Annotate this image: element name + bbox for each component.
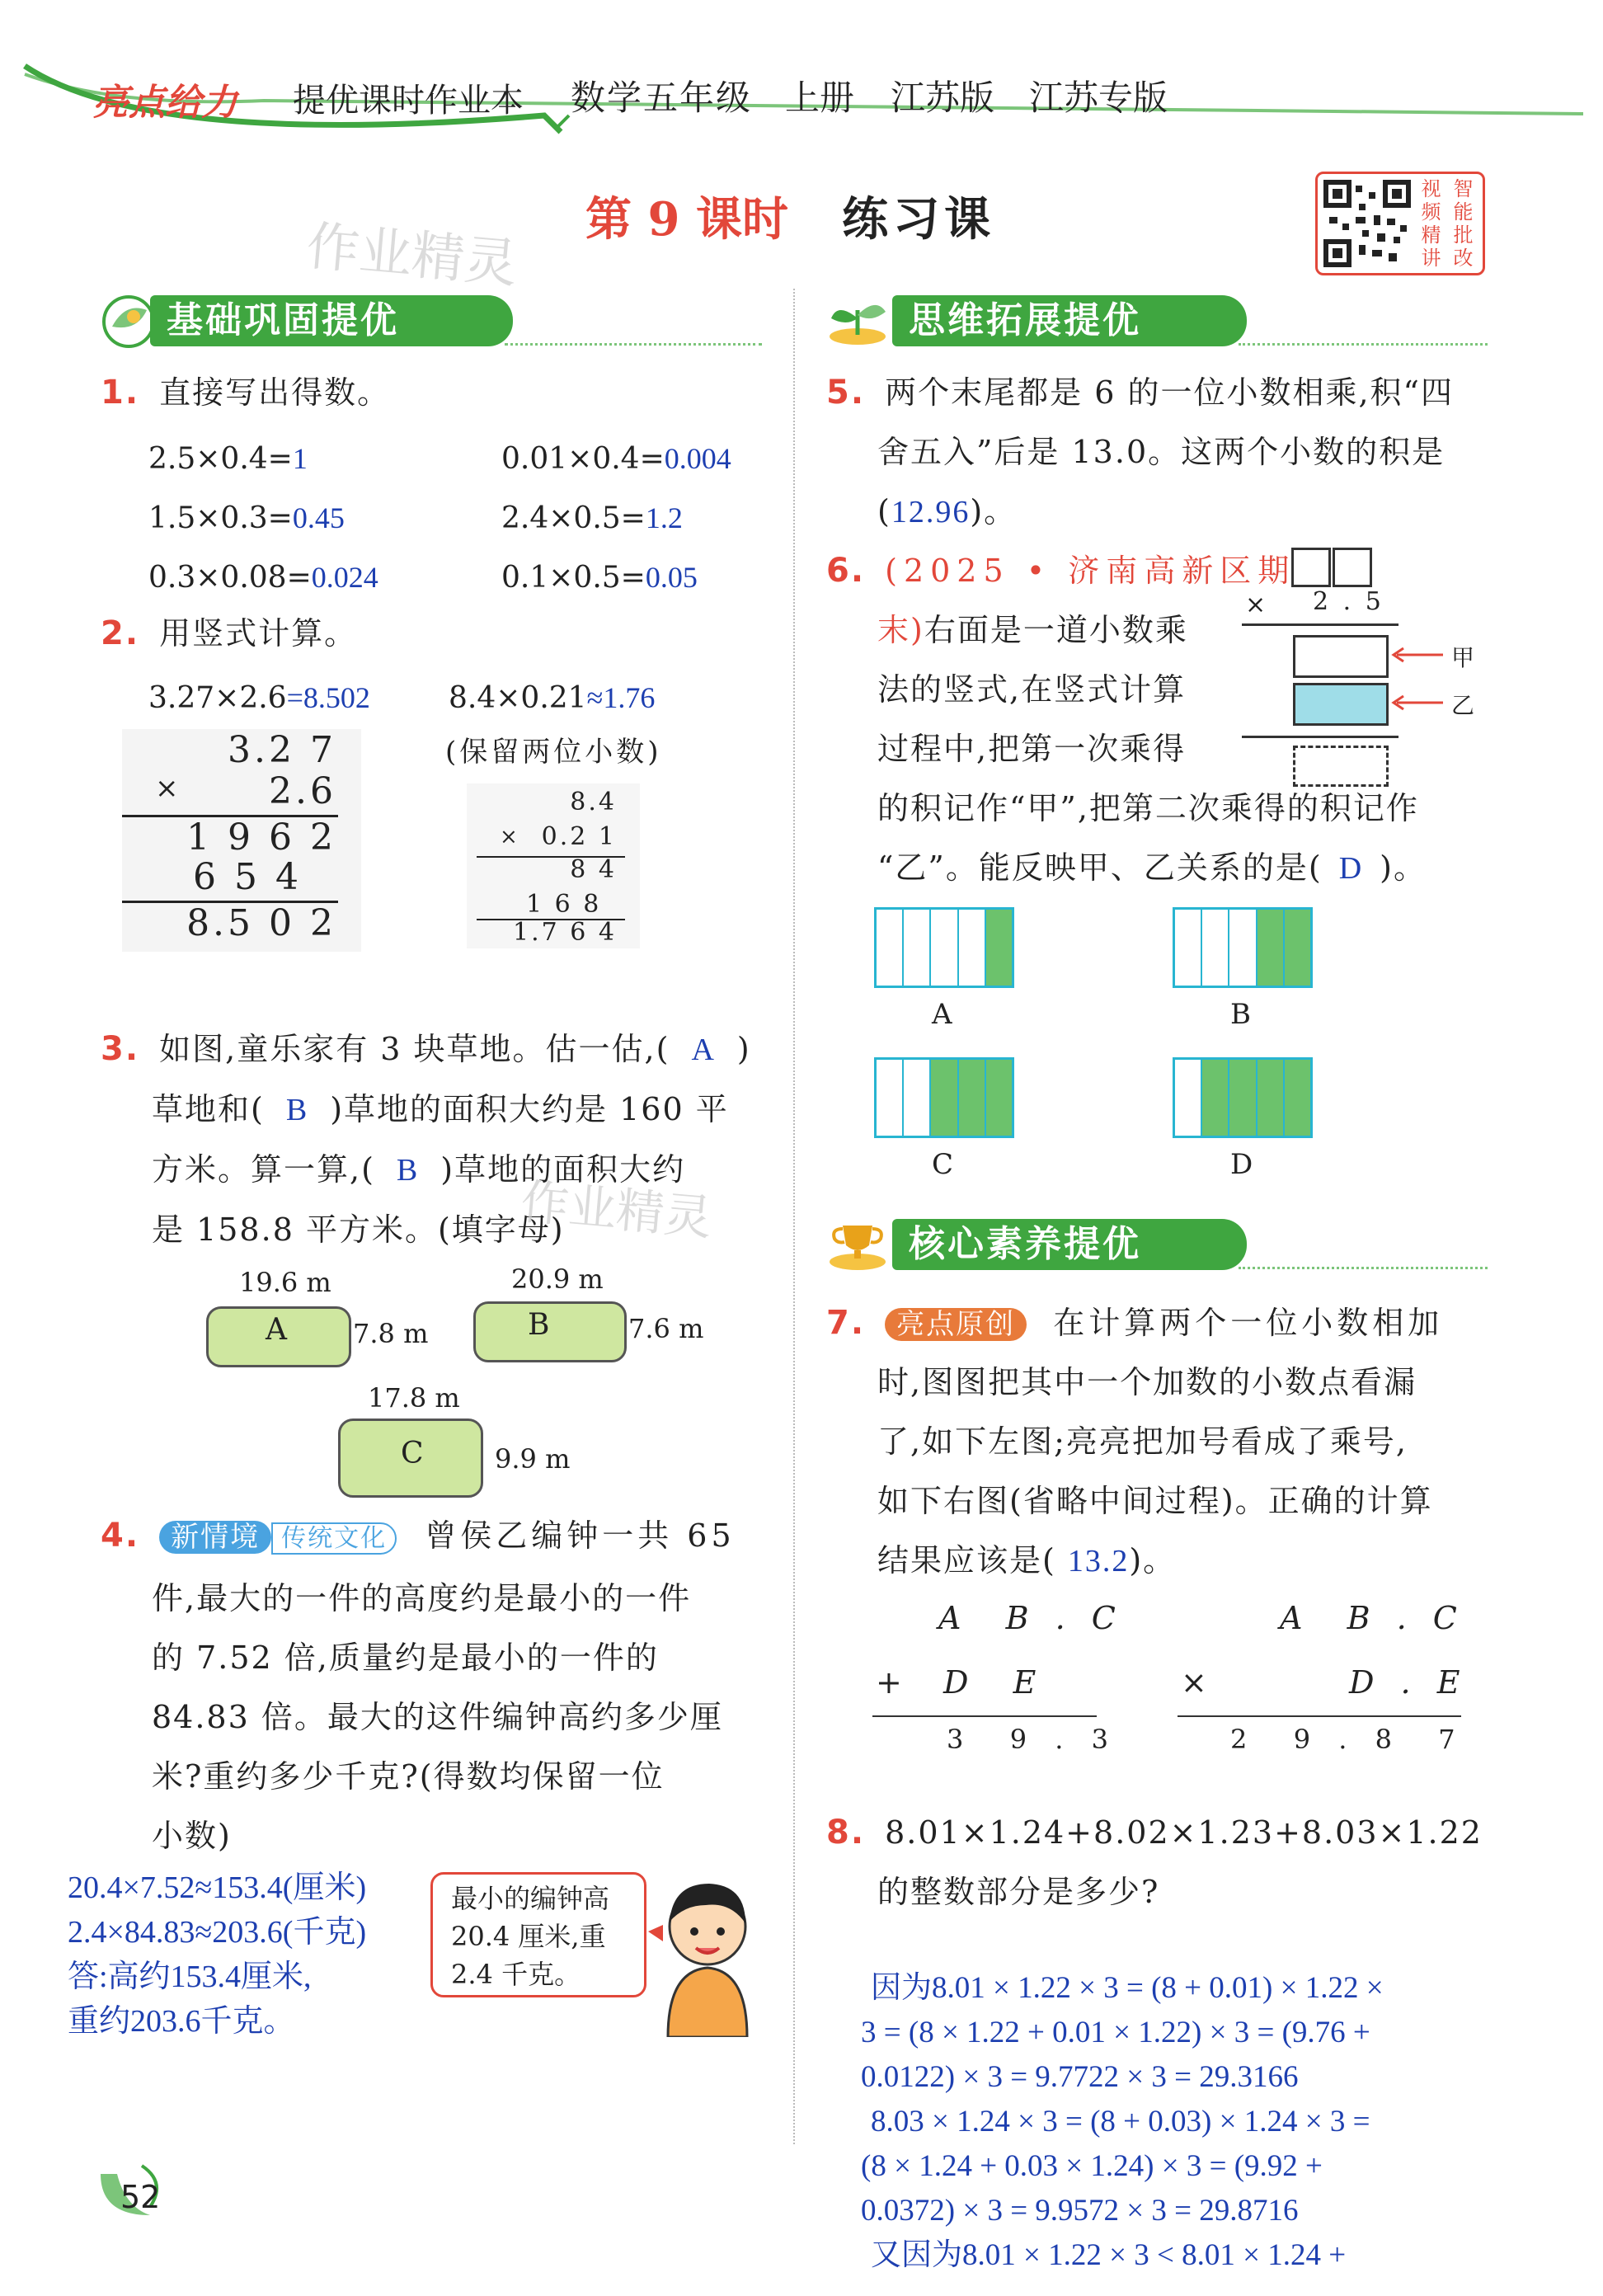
q8-line1: 8.01×1.24+8.02×1.23+8.03×1.22	[885, 1814, 1483, 1851]
bar-segment	[986, 910, 1012, 986]
q6-op: ×	[1245, 590, 1267, 619]
q1-answer: 0.05	[645, 561, 698, 594]
bubble-line: 2.4 千克。	[451, 1959, 581, 1990]
option-c-chart[interactable]	[874, 1057, 1014, 1138]
q4-answer	[68, 1866, 366, 2044]
q7	[826, 1293, 1502, 1591]
option-b-label: B	[1230, 998, 1251, 1031]
q3-line4: 是 158.8 平方米。(填字母)	[152, 1212, 565, 1248]
bar-segment	[1175, 910, 1202, 986]
q7-line3: 了,如下左图;亮亮把加号看成了乘号,	[877, 1423, 1408, 1460]
q1-answer: 0.024	[311, 561, 378, 594]
option-b-chart[interactable]	[1173, 907, 1313, 988]
q6-rule-2	[1242, 736, 1399, 738]
qr-char: 频	[1421, 200, 1441, 223]
bar-segment	[904, 910, 931, 986]
q3-line1-end: )	[736, 1031, 751, 1067]
arrow-left-icon	[1389, 643, 1446, 668]
header-edition: 江苏版	[891, 78, 995, 118]
q3-answer2: B	[285, 1093, 309, 1127]
right-top: A B . C	[1280, 1600, 1465, 1636]
q2-expr-row	[148, 668, 775, 728]
boy-avatar-icon	[648, 1872, 764, 2037]
bar-segment	[877, 1060, 904, 1136]
q1-expr: 0.1×0.5=	[501, 561, 646, 595]
q2-vertical-2	[467, 783, 640, 948]
q4-line5: 米?重约多少千克?(得数均保留一位	[152, 1758, 665, 1795]
v2-p2: 1 6 8	[526, 890, 602, 919]
field-b-width: 20.9 m	[511, 1263, 604, 1295]
q3-answer3: B	[396, 1153, 420, 1188]
result-box	[1293, 746, 1389, 787]
bubble-line: 20.4 厘米,重	[451, 1921, 606, 1952]
trophy-badge-icon	[826, 1217, 891, 1272]
column-divider	[793, 289, 795, 2144]
right-result: 2 9 . 8 7	[1230, 1724, 1465, 1755]
right-second: D . E	[1349, 1664, 1469, 1701]
q1-answer: 1	[292, 442, 308, 475]
section-core-title: 核心素养提优	[892, 1219, 1247, 1270]
qr-char: 能	[1453, 200, 1474, 223]
option-a-label: A	[932, 998, 952, 1031]
q8-line2: 的整数部分是多少?	[877, 1874, 1160, 1910]
section-basic-rule	[505, 343, 762, 346]
q3-line1: 如图,童乐家有 3 块草地。估一估,(	[159, 1031, 670, 1067]
bar-segment	[959, 1060, 986, 1136]
jia-box	[1293, 635, 1389, 678]
section-basic-title: 基础巩固提优	[150, 295, 513, 346]
header-subject: 数学五年级	[571, 78, 753, 118]
q3-answer1: A	[691, 1033, 716, 1067]
q6-multiplier: 2 . 5	[1313, 587, 1384, 616]
q5-number: 5.	[826, 374, 866, 412]
q8	[826, 1803, 1502, 1922]
q1-expr: 1.5×0.3=	[148, 501, 293, 535]
left-rule	[872, 1715, 1097, 1717]
left-second: D E	[943, 1664, 1045, 1701]
bar-segment	[1202, 1060, 1229, 1136]
q4-number: 4.	[101, 1517, 140, 1555]
q1-expr: 0.01×0.4=	[501, 442, 665, 476]
lesson-number: 第 9 课时	[585, 192, 788, 247]
v1-result: 8.5 0 2	[186, 902, 336, 944]
v2-b: 0.2 1	[541, 822, 617, 851]
header-brand: 亮点给力	[92, 82, 237, 124]
bar-segment	[931, 1060, 958, 1136]
q4-line6: 小数)	[152, 1818, 232, 1854]
q7-right-calc	[1178, 1600, 1474, 1765]
q6-line5: 的积记作“甲”,把第二次乘得的积记作	[877, 790, 1419, 826]
field-c-height: 9.9 m	[495, 1443, 571, 1475]
q5	[826, 363, 1502, 542]
q7-left-calc	[872, 1600, 1124, 1765]
v1-op: ×	[155, 772, 179, 805]
q6-answer: D	[1338, 851, 1364, 886]
v1-p1: 1 9 6 2	[186, 816, 336, 859]
option-a-chart[interactable]	[874, 907, 1014, 988]
bar-segment	[1229, 910, 1257, 986]
speech-bubble	[430, 1872, 646, 1997]
q4-answer-line: 答:高约153.4厘米,	[68, 1960, 312, 1994]
page-number: 52	[120, 2179, 161, 2215]
q4-answer-line: 20.4×7.52≈153.4(厘米)	[68, 1870, 367, 1905]
q7-line4: 如下右图(省略中间过程)。正确的计算	[877, 1483, 1433, 1519]
sprout-badge-icon	[826, 294, 891, 348]
section-core-rule	[1239, 1267, 1488, 1269]
qr-char: 智	[1453, 177, 1474, 200]
q6-line6: “乙”。能反映甲、乙关系的是(	[877, 849, 1323, 886]
bar-segment	[904, 1060, 931, 1136]
bar-segment	[931, 910, 958, 986]
bar-segment	[1257, 1060, 1285, 1136]
field-b-label: B	[528, 1308, 550, 1342]
field-b	[473, 1301, 627, 1362]
qr-label	[1415, 177, 1479, 270]
section-thinking-rule	[1239, 343, 1488, 346]
q6-source: (2025 • 济南高新区期	[885, 553, 1296, 589]
qr-char: 批	[1453, 223, 1474, 247]
q5-line3: (	[877, 493, 891, 529]
q4-line2: 件,最大的一件的高度约是最小的一件	[152, 1580, 692, 1616]
q6-line6-end: )。	[1380, 849, 1427, 886]
field-c-width: 17.8 m	[368, 1382, 460, 1414]
bar-segment	[1202, 910, 1229, 986]
q6-diagram	[1237, 548, 1501, 795]
q1-answer: 1.2	[645, 501, 683, 534]
bar-segment	[877, 910, 904, 986]
q7-line5-end: )。	[1129, 1542, 1177, 1578]
q3-line2: 草地和(	[152, 1091, 265, 1127]
yi-label: 乙	[1451, 692, 1475, 719]
q6-line4: 过程中,把第一次乘得	[877, 731, 1187, 767]
q3-line3-end: )草地的面积大约	[440, 1151, 686, 1188]
q2-vertical-1	[122, 729, 361, 952]
v2-result: 1.7 6 4	[513, 918, 617, 947]
q2	[101, 604, 357, 663]
q1-expr: 0.3×0.08=	[148, 561, 312, 595]
q4-line4: 84.83 倍。最大的这件编钟高约多少厘	[152, 1699, 723, 1735]
q8-number: 8.	[826, 1814, 866, 1851]
field-b-height: 7.6 m	[628, 1313, 704, 1344]
v1-p2: 6 5 4	[193, 856, 302, 898]
q8-solution-line: 0.0372) × 3 = 9.9572 × 3 = 29.8716	[861, 2194, 1299, 2228]
bar-segment	[1285, 1060, 1310, 1136]
qr-icon	[1323, 179, 1412, 268]
field-a-width: 19.6 m	[239, 1267, 331, 1298]
q8-solution-line: 0.0122) × 3 = 9.7722 × 3 = 29.3166	[861, 2060, 1299, 2094]
q5-answer: 12.96	[891, 495, 971, 529]
bar-segment	[986, 1060, 1012, 1136]
q7-answer: 13.2	[1067, 1544, 1130, 1578]
q8-solution	[861, 1966, 1562, 2278]
left-top: A B . C	[938, 1600, 1124, 1636]
field-a-label: A	[266, 1313, 287, 1347]
option-d-label: D	[1230, 1148, 1253, 1181]
q2-note: (保留两位小数)	[445, 736, 662, 769]
q4-tag-culture: 传统文化	[271, 1522, 397, 1555]
header	[16, 49, 1583, 140]
right-op: ×	[1181, 1664, 1207, 1701]
watermark-text: 作业精灵	[303, 215, 520, 295]
qr-char: 改	[1453, 247, 1474, 270]
q3-number: 3.	[101, 1030, 140, 1068]
q6-line3: 法的竖式,在竖式计算	[877, 671, 1187, 708]
q7-line5: 结果应该是(	[877, 1542, 1056, 1578]
q1	[101, 363, 777, 422]
q8-solution-line: 8.03 × 1.24 × 3 = (8 + 0.03) × 1.24 × 3 =	[871, 2105, 1370, 2138]
q8-solution-line: 因为8.01 × 1.22 × 3 = (8 + 0.01) × 1.22 ×	[871, 1971, 1384, 2005]
qr-code[interactable]	[1315, 172, 1485, 275]
q6-source-end: 末)	[877, 612, 924, 648]
right-rule	[1178, 1715, 1461, 1717]
q1-answer: 0.004	[664, 442, 731, 475]
qr-char: 讲	[1421, 247, 1441, 270]
v2-op: ×	[500, 825, 518, 849]
q4-line1: 曾侯乙编钟一共 65	[425, 1517, 736, 1554]
q7-line1: 在计算两个一位小数相加	[1053, 1305, 1444, 1341]
bar-segment	[1285, 910, 1310, 986]
q6-rule	[1242, 623, 1399, 626]
yi-box	[1293, 683, 1389, 726]
bar-segment	[1257, 910, 1285, 986]
bar-segment	[959, 910, 986, 986]
q8-solution-line: 又因为8.01 × 1.22 × 3 < 8.01 × 1.24 +	[871, 2238, 1347, 2272]
q4-line3: 的 7.52 倍,质量约是最小的一件的	[152, 1640, 659, 1676]
digit-box	[1291, 548, 1331, 587]
q7-number: 7.	[826, 1304, 866, 1342]
left-op: +	[876, 1664, 902, 1701]
option-c-label: C	[932, 1148, 954, 1181]
qr-char: 视	[1421, 177, 1441, 200]
header-special: 江苏专版	[1029, 78, 1168, 118]
section-thinking-title: 思维拓展提优	[892, 295, 1247, 346]
q5-line2: 舍五入”后是 13.0。这两个小数的积是	[877, 434, 1446, 470]
q3-line2-end: )草地的面积大约是 160 平	[330, 1091, 729, 1127]
q1-prompt: 直接写出得数。	[159, 374, 391, 411]
q1-expr: 2.4×0.5=	[501, 501, 646, 535]
q7-tag: 亮点原创	[885, 1308, 1027, 1341]
q2-expr1: 3.27×2.6	[148, 681, 287, 715]
bar-segment	[1175, 1060, 1202, 1136]
bubble-line: 最小的编钟高	[451, 1883, 610, 1914]
q5-line1: 两个末尾都是 6 的一位小数相乘,积“四	[885, 374, 1454, 411]
arrow-left-icon	[1389, 691, 1446, 716]
q3-line3: 方米。算一算,(	[152, 1151, 375, 1188]
page-title	[585, 183, 995, 249]
q2-prompt: 用竖式计算。	[159, 615, 358, 652]
q4-answer-line: 重约203.6千克。	[68, 2004, 295, 2039]
bar-segment	[1229, 1060, 1257, 1136]
lesson-name: 练习课	[842, 192, 996, 247]
header-series: 提优课时作业本	[293, 82, 524, 120]
header-volume: 上册	[785, 78, 855, 118]
q5-line3-end: )。	[970, 493, 1018, 529]
q7-line2: 时,图图把其中一个加数的小数点看漏	[877, 1364, 1417, 1400]
q2-expr2: 8.4×0.21	[449, 681, 587, 715]
field-a-height: 7.8 m	[353, 1318, 429, 1349]
option-d-chart[interactable]	[1173, 1057, 1313, 1138]
field-c-label: C	[401, 1437, 424, 1470]
left-result: 3 9 . 3	[947, 1724, 1118, 1755]
qr-char: 精	[1421, 223, 1441, 247]
q4-tag-new: 新情境	[159, 1521, 271, 1554]
q8-solution-line: (8 × 1.24 + 0.03 × 1.24) × 3 = (9.92 +	[861, 2149, 1323, 2183]
q4-answer-line: 2.4×84.83≈203.6(千克)	[68, 1915, 367, 1950]
jia-label: 甲	[1451, 644, 1475, 671]
watermark-text-2: 作业精灵	[519, 1173, 715, 1246]
v1-b: 2.6	[269, 770, 336, 812]
q1-expr: 2.5×0.4=	[148, 442, 293, 476]
v2-a: 8.4	[570, 788, 617, 816]
q2-answer2: ≈1.76	[586, 681, 656, 714]
q2-answer1: =8.502	[286, 681, 370, 714]
q1-number: 1.	[101, 374, 140, 412]
q2-number: 2.	[101, 614, 140, 652]
digit-box	[1333, 548, 1372, 587]
q6-line2: 右面是一道小数乘	[924, 612, 1188, 648]
v1-a: 3.2 7	[228, 729, 336, 771]
v2-p1: 8 4	[570, 855, 617, 884]
q6-number: 6.	[826, 552, 866, 590]
q1-answer: 0.45	[292, 501, 345, 534]
q8-solution-line: 3 = (8 × 1.22 + 0.01 × 1.22) × 3 = (9.76 +	[861, 2016, 1370, 2049]
q4	[101, 1506, 777, 1866]
